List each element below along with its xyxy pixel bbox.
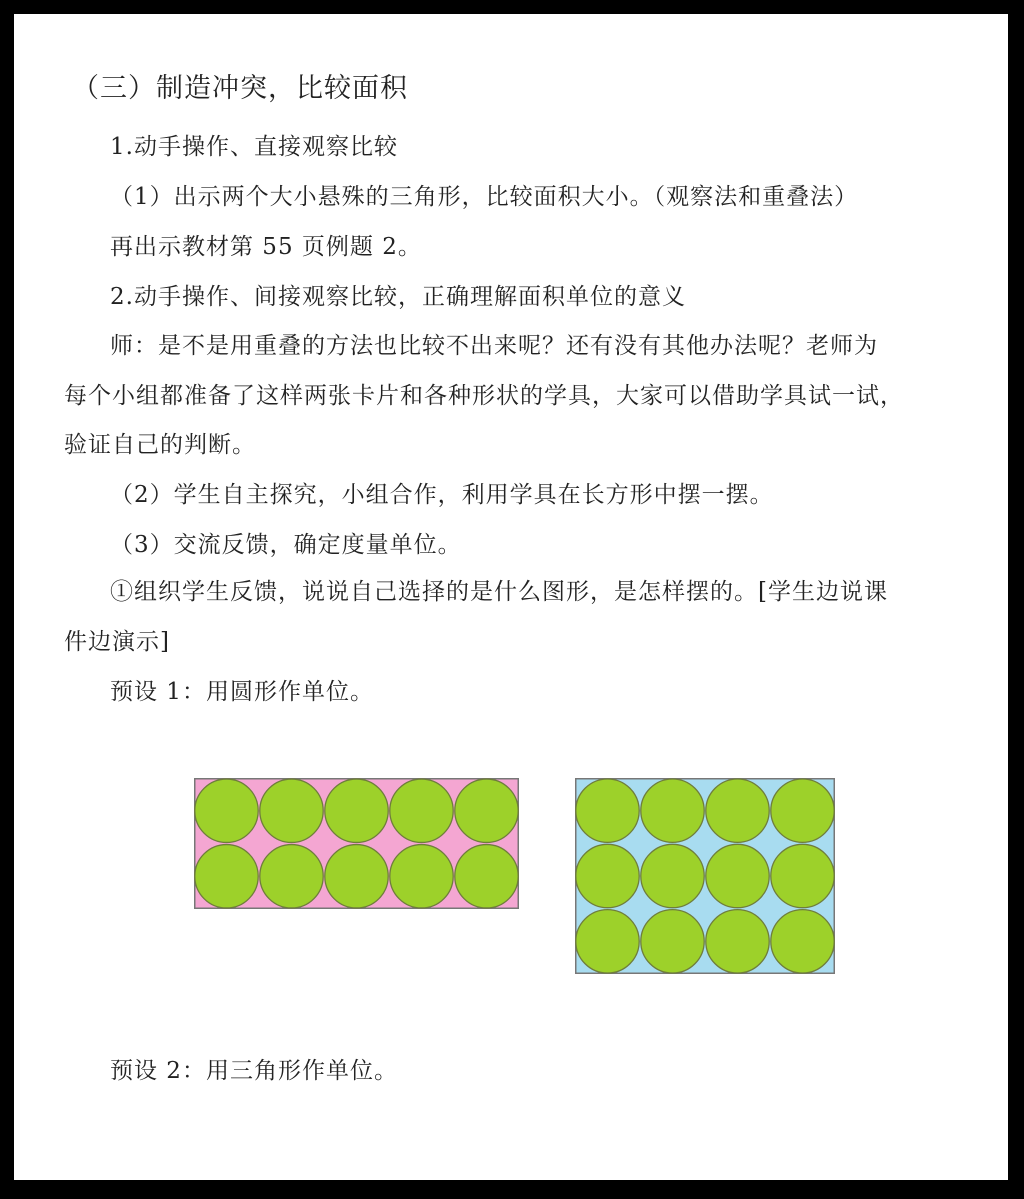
blue-card-circles-figure bbox=[575, 778, 835, 974]
feedback-line-1: ①组织学生反馈，说说自己选择的是什么图形，是怎样摆的。[学生边说课 bbox=[110, 579, 888, 605]
pink-card-circle bbox=[260, 845, 323, 908]
blue-card-circle bbox=[706, 844, 769, 907]
teacher-line-3: 验证自己的判断。 bbox=[64, 432, 256, 458]
pink-card-circle bbox=[390, 779, 453, 842]
item2-title: 2.动手操作、间接观察比较，正确理解面积单位的意义 bbox=[110, 284, 686, 310]
blue-card-circle bbox=[706, 910, 769, 973]
pink-card-circle bbox=[325, 779, 388, 842]
blue-card-circle bbox=[771, 779, 834, 842]
step2: （2）学生自主探究，小组合作，利用学具在长方形中摆一摆。 bbox=[110, 482, 774, 508]
item1-title: 1.动手操作、直接观察比较 bbox=[110, 134, 398, 160]
teacher-line-2: 每个小组都准备了这样两张卡片和各种形状的学具，大家可以借助学具试一试， bbox=[64, 383, 904, 409]
blue-card-circle bbox=[641, 779, 704, 842]
item1-extra: 再出示教材第 55 页例题 2。 bbox=[110, 234, 422, 260]
pink-card-circle bbox=[260, 779, 323, 842]
blue-card-circle bbox=[771, 844, 834, 907]
blue-card-circle bbox=[576, 910, 639, 973]
blue-card-circle bbox=[641, 910, 704, 973]
blue-card-circle bbox=[576, 844, 639, 907]
document-page bbox=[14, 14, 1008, 1180]
pink-card-circle bbox=[455, 845, 518, 908]
preset-1: 预设 1：用圆形作单位。 bbox=[110, 679, 374, 705]
section-heading: （三）制造冲突，比较面积 bbox=[72, 73, 408, 104]
step3: （3）交流反馈，确定度量单位。 bbox=[110, 532, 462, 558]
pink-card-circle bbox=[195, 779, 258, 842]
pink-card-circle bbox=[390, 845, 453, 908]
teacher-line-1: 师：是不是用重叠的方法也比较不出来呢？还有没有其他办法呢？老师为 bbox=[110, 333, 878, 359]
pink-card-circle bbox=[195, 845, 258, 908]
pink-card-circles-figure bbox=[194, 778, 519, 909]
preset-2: 预设 2：用三角形作单位。 bbox=[110, 1058, 398, 1084]
feedback-line-2: 件边演示] bbox=[64, 629, 170, 655]
blue-card-circle bbox=[771, 910, 834, 973]
pink-card-circle bbox=[325, 845, 388, 908]
item1-step1: （1）出示两个大小悬殊的三角形，比较面积大小。（观察法和重叠法） bbox=[110, 184, 859, 210]
blue-card-circle bbox=[641, 844, 704, 907]
blue-card-circle bbox=[706, 779, 769, 842]
blue-card-circle bbox=[576, 779, 639, 842]
pink-card-circle bbox=[455, 779, 518, 842]
